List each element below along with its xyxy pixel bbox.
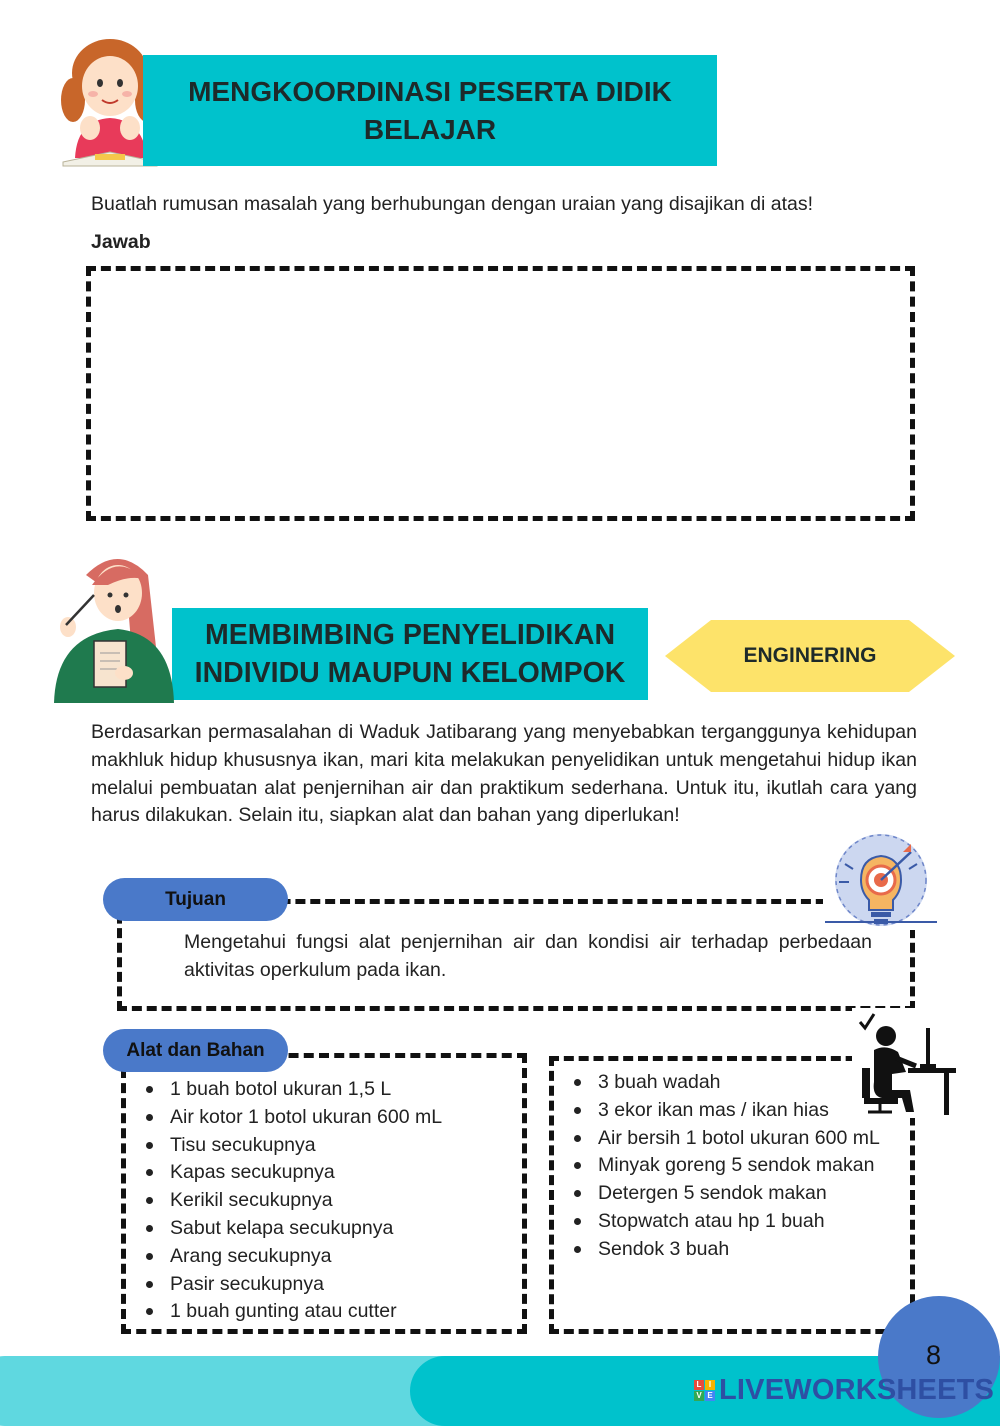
list-item: Sendok 3 buah [552,1236,900,1264]
logo-text: LIVEWORKSHEETS [719,1373,995,1406]
section1-title-line2: BELAJAR [363,113,497,145]
list-item: 3 ekor ikan mas / ikan hias [552,1097,900,1125]
section2-title-line1: MEMBIMBING PENYELIDIKAN [204,619,616,651]
section2-paragraph: Berdasarkan permasalahan di Waduk Jatibarang yang menyebabkan terganggunya kehidupan makhluk hidup khususnya ikan, mari kita melakukan penyelidikan untuk mengetahui hidup ikan melalui pembuatan alat penjernihan air dan praktikum sederhana. Untuk itu, ikutlah cara yang harus dilakukan. Selain itu, siapkan alat dan bahan yang diperlukan! [91,721,917,827]
list-item: 1 buah gunting atau cutter [124,1298,522,1326]
engineering-tag-label: ENGINERING [743,644,877,667]
tujuan-label: Tujuan [103,878,288,921]
section1-instruction: Buatlah rumusan masalah yang berhubungan dengan uraian yang disajikan di atas! [91,193,814,215]
list-item: 3 buah wadah [552,1069,900,1097]
list-item: Air kotor 1 botol ukuran 600 mL [124,1104,522,1132]
list-item: Pasir secukupnya [124,1271,522,1299]
engineering-tag [665,620,955,692]
list-item: Arang secukupnya [124,1243,522,1271]
liveworksheets-logo[interactable] [694,1373,994,1407]
logo-letter: E [705,1391,715,1401]
list-item: Minyak goreng 5 sendok makan [552,1152,900,1180]
answer-label: Jawab [91,231,151,253]
list-item: 1 buah botol ukuran 1,5 L [124,1076,522,1104]
answer-input[interactable] [86,266,915,521]
logo-letter: V [694,1391,704,1401]
logo-letter: L [694,1380,704,1390]
alat-label: Alat dan Bahan [103,1029,288,1072]
logo-letter: I [705,1380,715,1390]
section1-title-line1: MENGKOORDINASI PESERTA DIDIK [188,75,672,107]
tujuan-text: Mengetahui fungsi alat penjernihan air dan kondisi air terhadap perbedaan aktivitas operkulum pada ikan. [184,931,872,981]
alat-left-list [124,1076,522,1326]
section2-title-line2: INDIVIDU MAUPUN KELOMPOK [194,657,626,689]
list-item: Tisu secukupnya [124,1132,522,1160]
section2-title-banner [172,608,648,700]
list-item: Detergen 5 sendok makan [552,1180,900,1208]
list-item: Kapas secukupnya [124,1159,522,1187]
target-lightbulb-icon [823,834,939,930]
list-item: Kerikil secukupnya [124,1187,522,1215]
list-item: Sabut kelapa secukupnya [124,1215,522,1243]
page-number: 8 [926,1340,942,1370]
list-item: Stopwatch atau hp 1 buah [552,1208,900,1236]
logo-icon [694,1380,715,1401]
person-at-desk-icon [852,1008,958,1118]
section1-title-banner [143,55,717,166]
alat-right-list [552,1069,900,1264]
girl-thinking-illustration [48,545,180,705]
list-item: Air bersih 1 botol ukuran 600 mL [552,1125,900,1153]
